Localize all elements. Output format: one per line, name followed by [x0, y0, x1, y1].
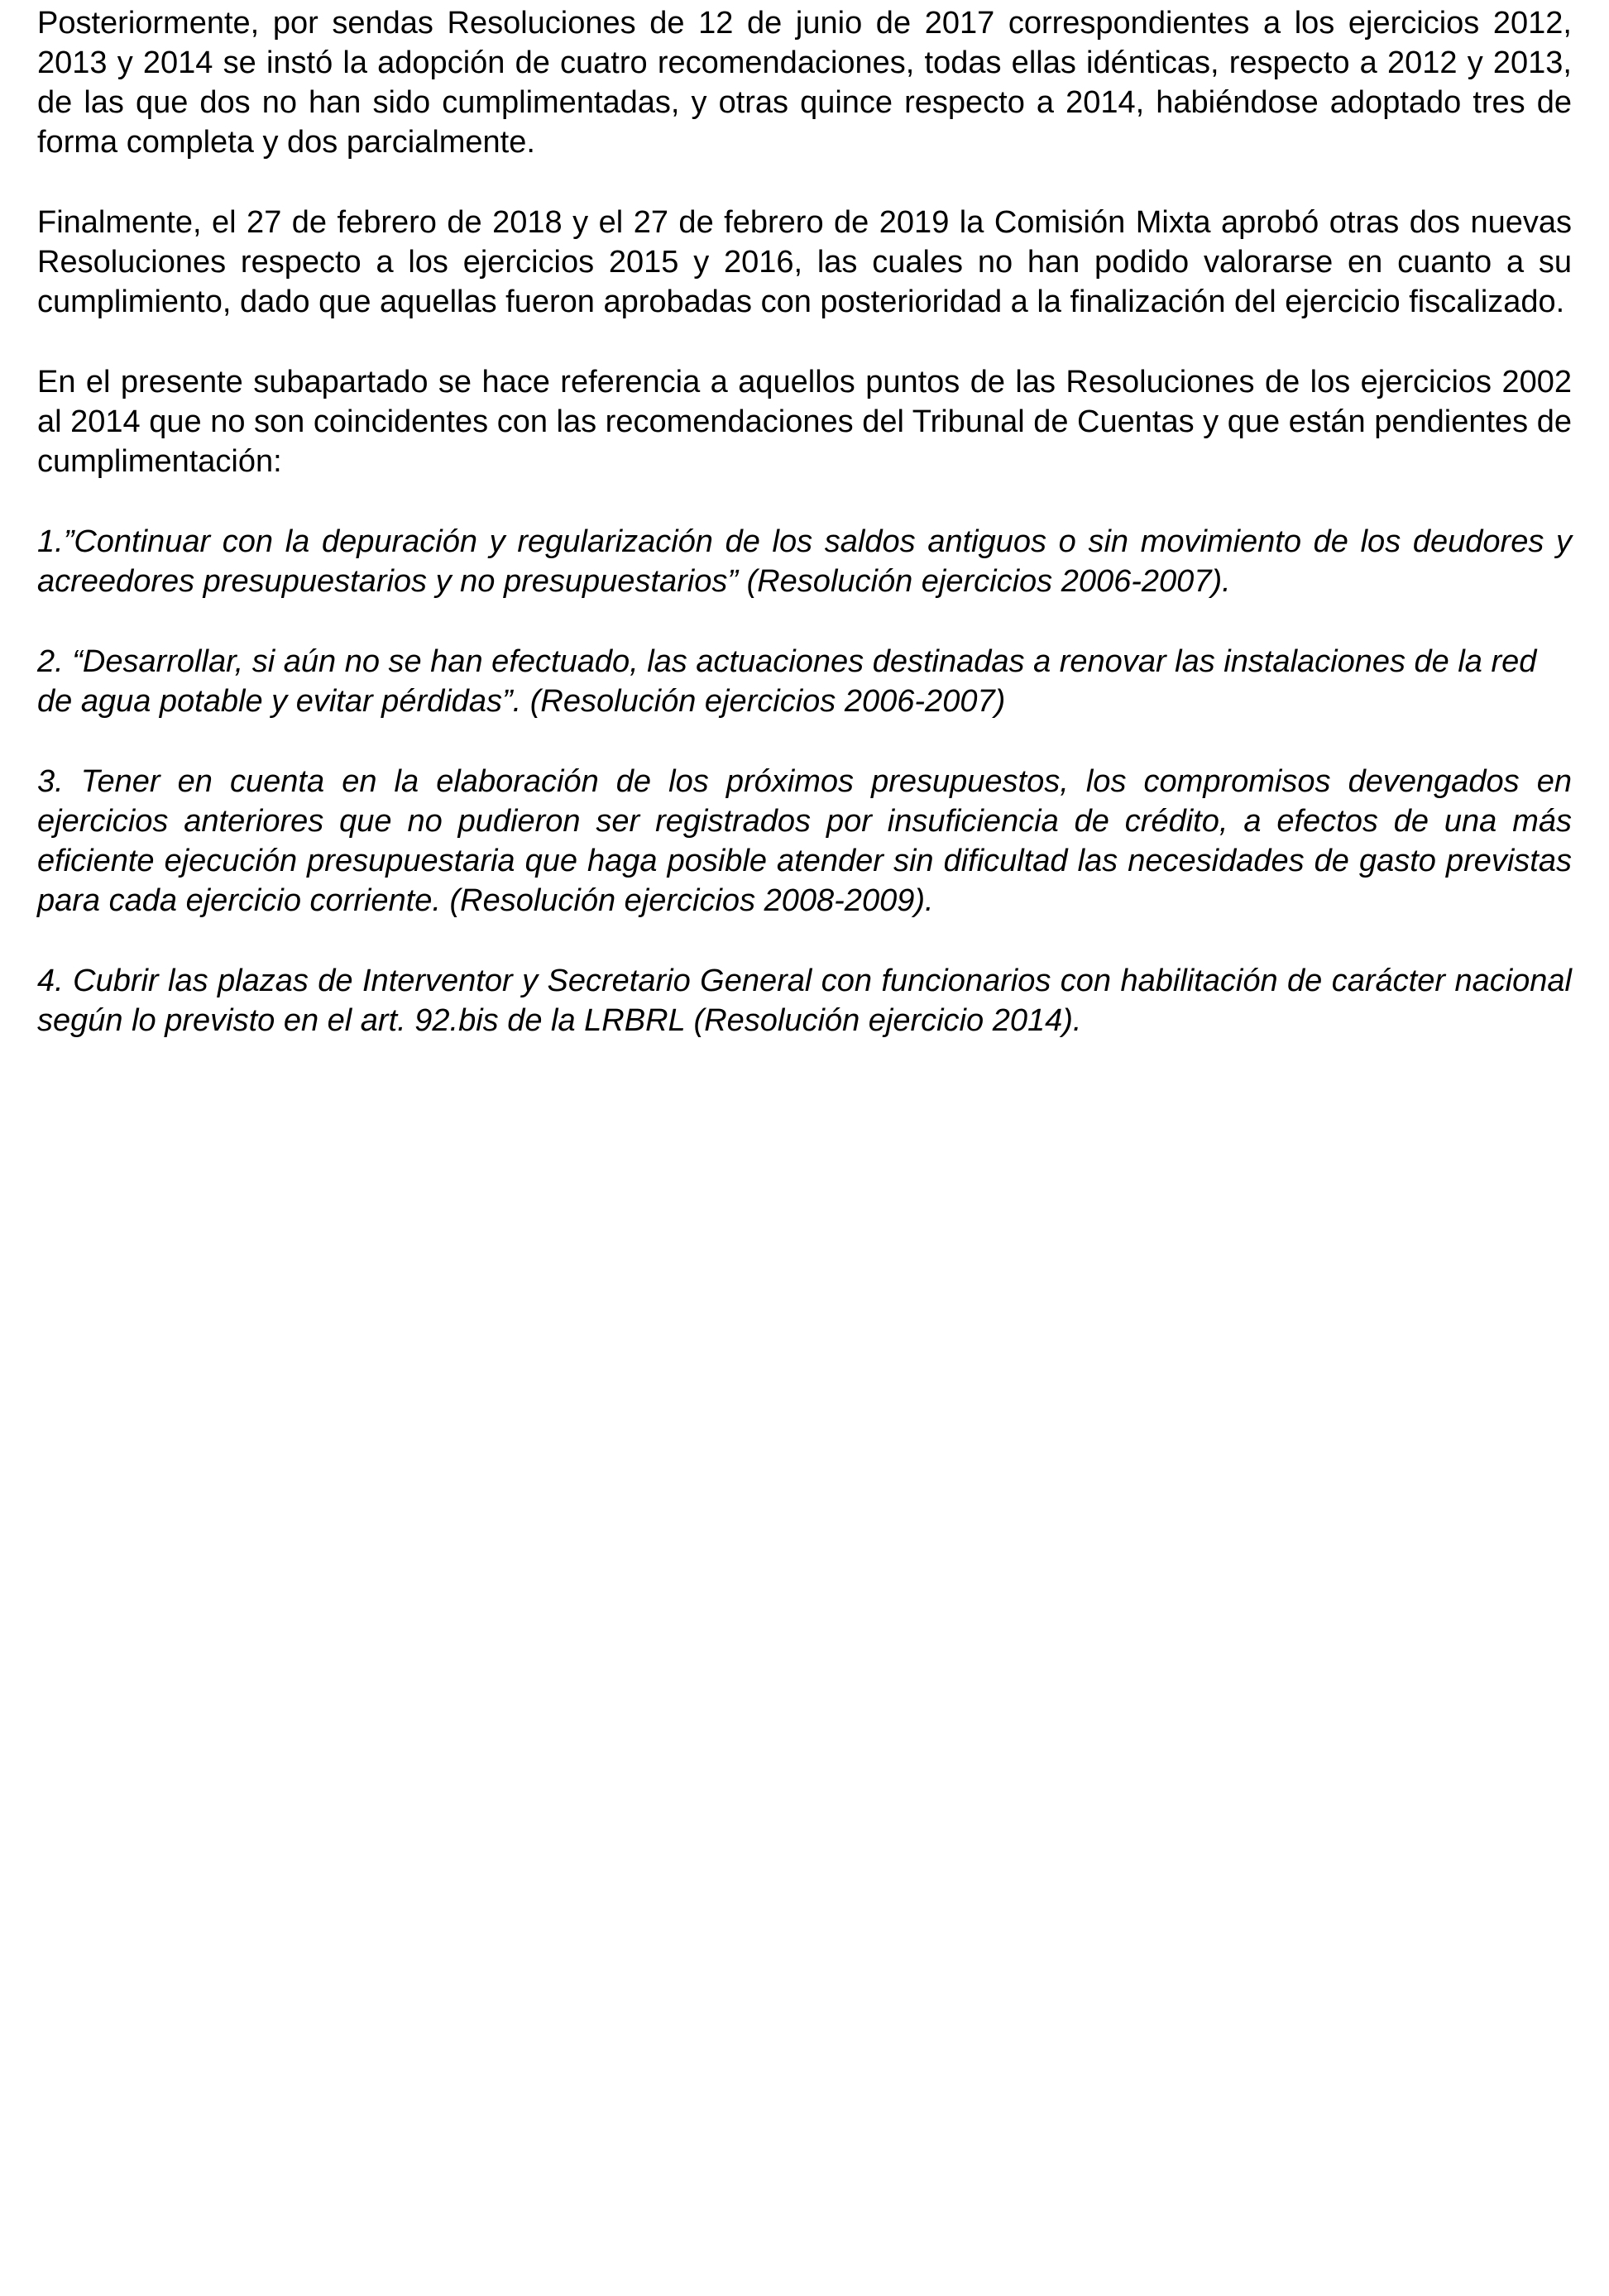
paragraph-resoluciones-2017: Posteriormente, por sendas Resoluciones de 12 de junio de 2017 correspondientes a los ejercicios 2012, 2013 y 2014 se instó la adopción de cuatro recomendaciones, todas ellas idénticas, respecto a 2012 y 2013, de las que dos no han sido cumplimentadas, y otras quince respecto a 2014, habiéndose adoptado tres de forma completa y dos parcialmente. [37, 6, 1572, 160]
list-item-3: 3. Tener en cuenta en la elaboración de los próximos presupuestos, los compromisos devengados en ejercicios anteriores que no pudieron ser registrados por insuficiencia de crédito, a efectos de una más eficiente ejecución presupuestaria que haga posible atender sin dificultad las necesidades de gasto previstas para cada ejercicio corriente. (Resolución ejercicios 2008-2009). [37, 764, 1572, 918]
list-item-1: 1.”Continuar con la depuración y regularización de los saldos antiguos o sin movimiento de los deudores y acreedores presupuestarios y no presupuestarios” (Resolución ejercicios 2006-2007). [37, 524, 1572, 599]
list-item-2: 2. “Desarrollar, si aún no se han efectuado, las actuaciones destinadas a renovar las instalaciones de la red de agua potable y evitar pérdidas”. (Resolución ejercicios 2006-2007) [37, 644, 1537, 719]
paragraph-resoluciones-2018-2019: Finalmente, el 27 de febrero de 2018 y el 27 de febrero de 2019 la Comisión Mixta aprobó otras dos nuevas Resoluciones respecto a los ejercicios 2015 y 2016, las cuales no han podido valorarse en cuanto a su cumplimiento, dado que aquellas fueron aprobadas con posterioridad a la finalización del ejercicio fiscalizado. [37, 205, 1572, 319]
paragraph-subapartado-intro: En el presente subapartado se hace referencia a aquellos puntos de las Resoluciones de los ejercicios 2002 al 2014 que no son coincidentes con las recomendaciones del Tribunal de Cuentas y que están pendientes de cumplimentación: [37, 365, 1572, 479]
list-item-4: 4. Cubrir las plazas de Interventor y Secretario General con funcionarios con habilitación de carácter nacional según lo previsto en el art. 92.bis de la LRBRL (Resolución ejercicio 2014). [37, 964, 1572, 1038]
document-page [37, 3, 1572, 1081]
